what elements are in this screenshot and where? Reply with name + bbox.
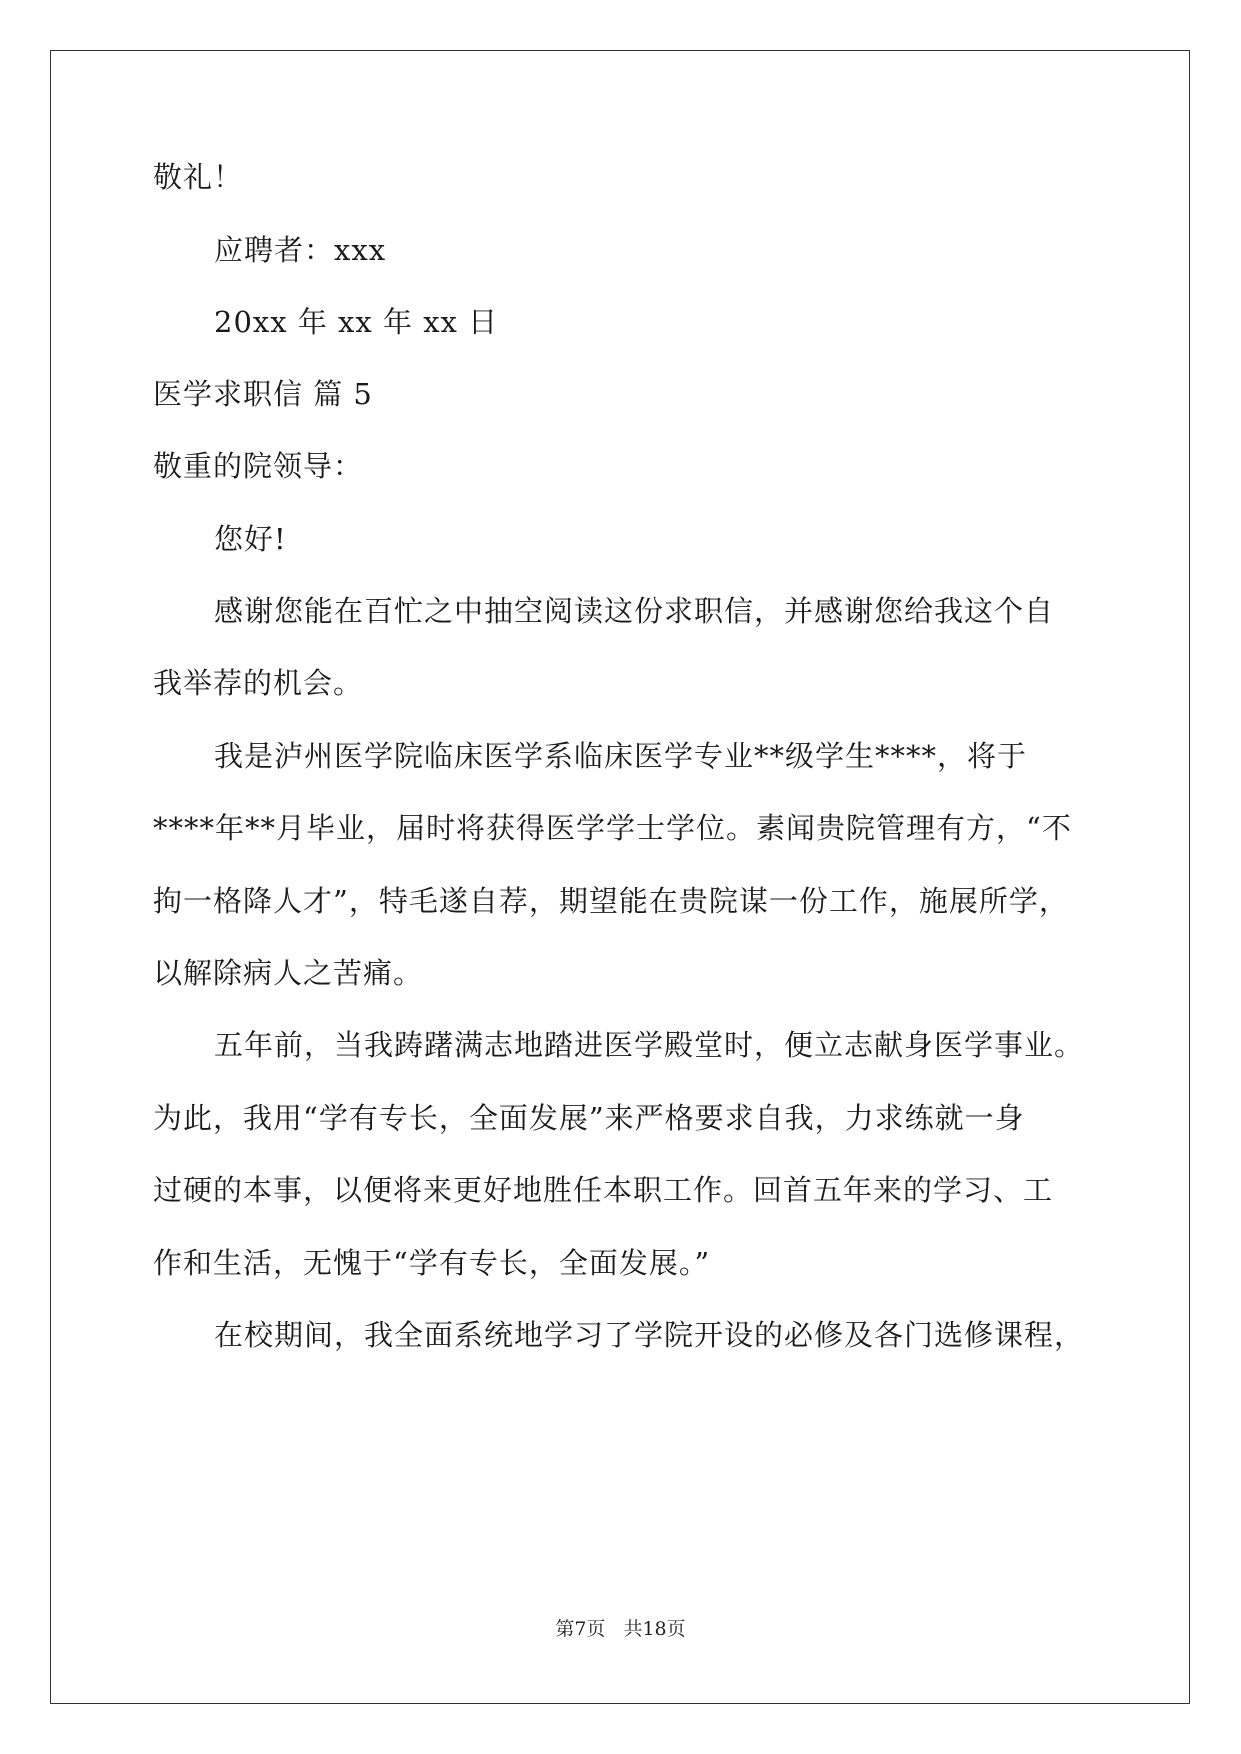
page-number-total: 共18页 [623, 1618, 686, 1640]
greeting-line: 您好! [214, 522, 287, 556]
paragraph-line: 五年前，当我踌躇满志地踏进医学殿堂时，便立志献身医学事业。 [214, 1028, 1085, 1062]
date-line: 20xx 年 xx 年 xx 日 [214, 305, 499, 339]
salutation-line: 敬重的院领导： [153, 449, 364, 483]
paragraph-line: 拘一格降人才”，特毛遂自荐，期望能在贵院谋一份工作，施展所学， [153, 884, 1069, 918]
paragraph-line: 过硬的本事，以便将来更好地胜任本职工作。回首五年来的学习、工 [153, 1173, 1054, 1207]
paragraph-line: 作和生活，无愧于“学有专长，全面发展。” [153, 1246, 711, 1280]
paragraph-line: 为此，我用“学有专长，全面发展”来严格要求自我，力求练就一身 [153, 1101, 1025, 1135]
applicant-line: 应聘者：xxx [214, 233, 387, 267]
paragraph-line: ****年**月毕业，届时将获得医学学士学位。素闻贵院管理有方，“不 [153, 811, 1072, 845]
paragraph-line: 感谢您能在百忙之中抽空阅读这份求职信，并感谢您给我这个自 [214, 594, 1055, 628]
closing-line: 敬礼！ [153, 160, 244, 194]
section-title: 医学求职信 篇 5 [153, 377, 373, 411]
paragraph-line: 以解除病人之苦痛。 [153, 956, 424, 990]
page-number-current: 第7页 [555, 1618, 606, 1640]
page-footer [0, 1617, 1241, 1641]
page-frame [50, 50, 1190, 1704]
paragraph-line: 在校期间，我全面系统地学习了学院开设的必修及各门选修课程， [214, 1318, 1085, 1352]
paragraph-line: 我是泸州医学院临床医学系临床医学专业**级学生****，将于 [214, 739, 1028, 773]
paragraph-line: 我举荐的机会。 [153, 666, 364, 700]
